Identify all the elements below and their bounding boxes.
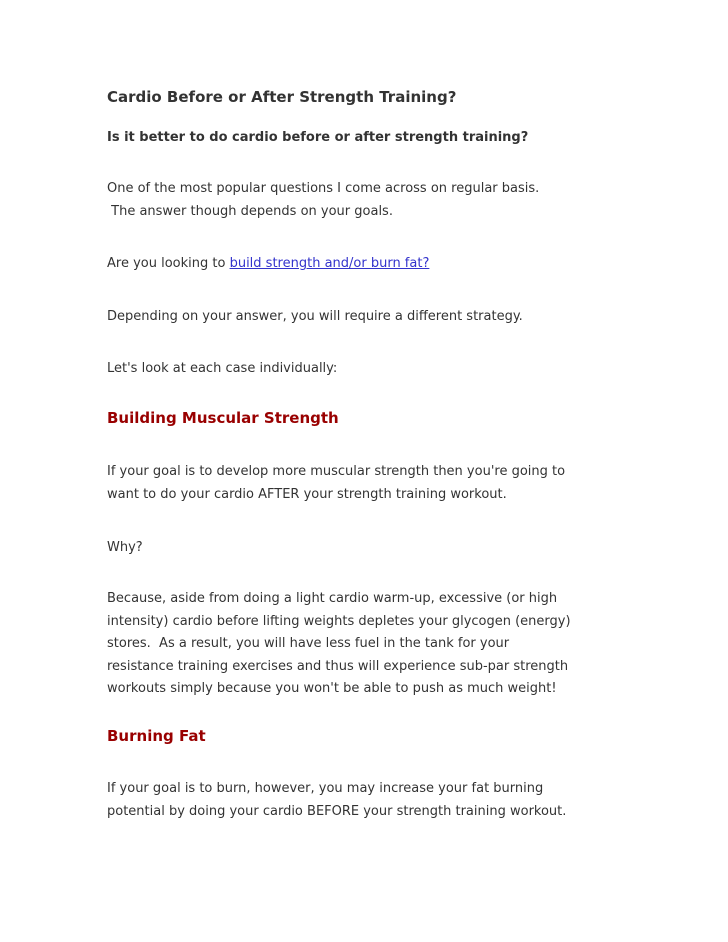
because-line-4: resistance training exercises and thus will experience sub-par strength bbox=[107, 658, 569, 674]
strength-paragraph bbox=[107, 461, 565, 506]
because-paragraph bbox=[107, 588, 571, 701]
individual-cases-paragraph: Let's look at each case individually: bbox=[107, 361, 338, 376]
why-paragraph: Why? bbox=[107, 540, 143, 555]
intro-line-2: The answer though depends on your goals. bbox=[107, 203, 393, 219]
strength-line-2: want to do your cardio AFTER your strength training workout. bbox=[107, 486, 507, 502]
because-line-2: intensity) cardio before lifting weights depletes your glycogen (energy) bbox=[107, 613, 571, 629]
fat-paragraph bbox=[107, 778, 566, 823]
intro-paragraph bbox=[107, 178, 539, 223]
fat-line-1: If your goal is to burn, however, you may increase your fat burning bbox=[107, 781, 544, 796]
section-heading-fat: Burning Fat bbox=[107, 727, 206, 745]
article-subtitle: Is it better to do cardio before or after strength training? bbox=[107, 130, 529, 145]
fat-line-2: potential by doing your cardio BEFORE your strength training workout. bbox=[107, 803, 567, 819]
section-heading-strength: Building Muscular Strength bbox=[107, 409, 339, 427]
because-line-3: stores. As a result, you will have less fuel in the tank for your bbox=[107, 636, 510, 651]
strength-line-1: If your goal is to develop more muscular strength then you're going to bbox=[107, 464, 566, 479]
intro-line-1: One of the most popular questions I come across on regular basis. bbox=[107, 181, 540, 196]
because-line-5: workouts simply because you won't be able to push as much weight! bbox=[107, 681, 557, 696]
because-line-1: Because, aside from doing a light cardio warm-up, excessive (or high bbox=[107, 591, 558, 606]
build-strength-link[interactable]: build strength and/or burn fat? bbox=[229, 256, 430, 271]
strategy-paragraph: Depending on your answer, you will require a different strategy. bbox=[107, 309, 523, 324]
question-paragraph bbox=[107, 253, 429, 276]
question-prefix: Are you looking to bbox=[107, 256, 230, 271]
article-title: Cardio Before or After Strength Training? bbox=[107, 88, 457, 106]
